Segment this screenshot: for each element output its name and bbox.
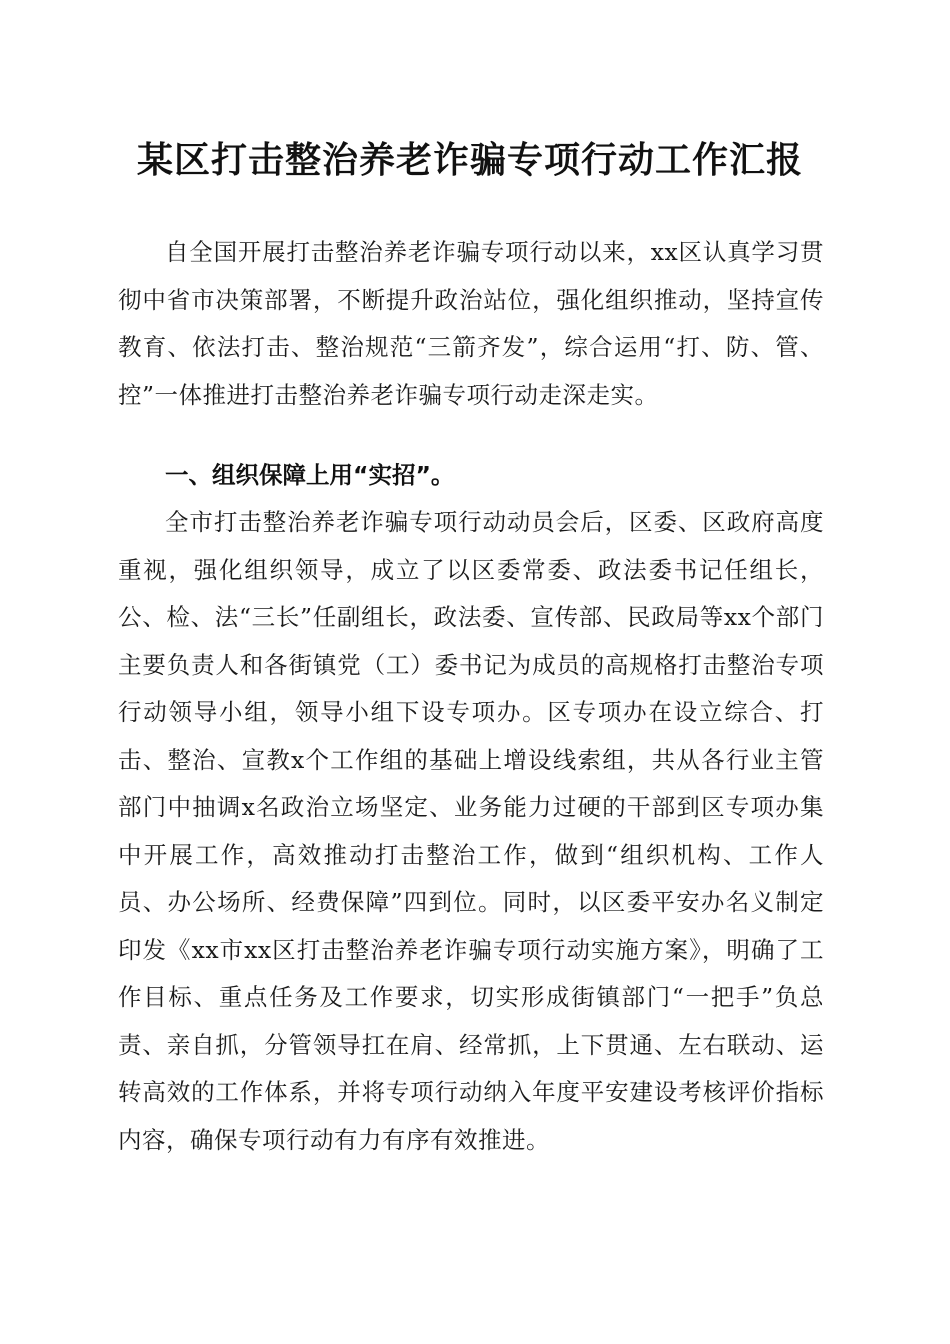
document-title: 某区打击整治养老诈骗专项行动工作汇报 xyxy=(136,139,803,181)
intro-paragraph: 自全国开展打击整治养老诈骗专项行动以来，xx区认真学习贯彻中省市决策部署，不断提升政治站位，强化组织推动，坚持宣传教育、依法打击、整治规范“三箭齐发”，综合运用“打、防、管、控”一体推进打击整治养老诈骗专项行动走深走实。 xyxy=(118,238,824,409)
section-1-paragraph: 全市打击整治养老诈骗专项行动动员会后，区委、区政府高度重视，强化组织领导，成立了以区委常委、政法委书记任组长，公、检、法“三长”任副组长，政法委、宣传部、民政局等xx个部门主要负责人和各街镇党（工）委书记为成员的高规格打击整治专项行动领导小组，领导小组下设专项办。区专项办在设立综合、打击、整治、宣教x个工作组的基础上增设线索组，共从各行业主管部门中抽调x名政治立场坚定、业务能力过硬的干部到区专项办集中开展工作，高效推动打击整治工作，做到“组织机构、工作人员、办公场所、经费保障”四到位。同时，以区委平安办名义制定印发《xx市xx区打击整治养老诈骗专项行动实施方案》，明确了工作目标、重点任务及工作要求，切实形成街镇部门“一把手”负总责、亲自抓，分管领导扛在肩、经常抓，上下贯通、左右联动、运转高效的工作体系，并将专项行动纳入年度平安建设考核评价指标内容，确保专项行动有力有序有效推进。 xyxy=(118,508,824,1154)
section-1-heading: 一、组织保障上用“实招”。 xyxy=(165,461,455,489)
